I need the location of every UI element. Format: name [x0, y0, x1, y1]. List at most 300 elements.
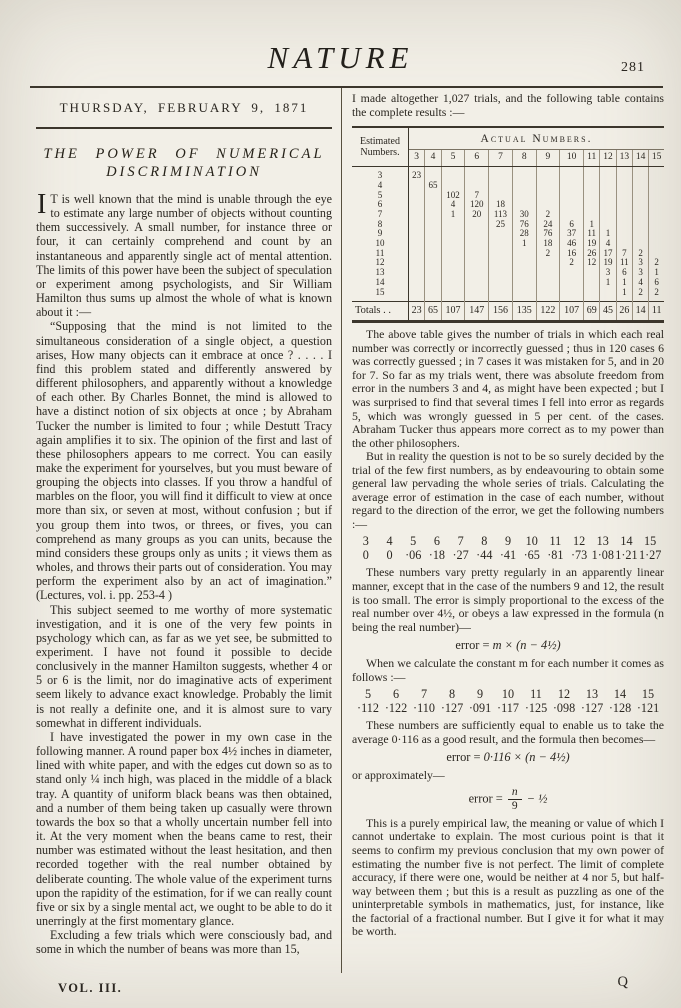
trial-count-cell: [465, 278, 489, 288]
trial-count-cell: [536, 278, 560, 288]
trial-count-cell: [409, 210, 425, 220]
trial-count-cell: [489, 258, 513, 268]
journal-masthead: NATURE: [267, 40, 414, 75]
volume-footer: VOL. III.: [58, 981, 123, 995]
series-number: 13: [585, 687, 599, 702]
trial-count-cell: [425, 167, 441, 181]
article-paragraph: The above table gives the number of trials in which each real number was correctly or incorrectly guessed ; thus in 120 cases 6 was correctly guessed ; in 7 cases it was mistaken for 5, and in 20 for 7. So far as my trials went, there was absolute freedom from error in the numbers 3 and 4, as might have been expected ; but I was surprised to find that several times I fell into error as regards 5, which was wrongly guessed in 5 per cent. of the cases. Abraham Tucker thus appears more correct as to my power than the other philosophers.: [352, 327, 664, 450]
article-paragraph: These numbers vary pretty regularly in an apparently linear manner, except that in the case of the numbers 9 and 12, the result is too small. The error is simply proportional to the excess of the real number over 4½, or obeys a law expressed in the formula (n being the real number)—: [352, 565, 664, 634]
trial-count-cell: 3: [600, 268, 616, 278]
series-value: ·81: [547, 548, 564, 563]
trial-count-cell: 37: [560, 229, 584, 239]
article-paragraph: These numbers are sufficiently equal to enable us to take the average 0·116 as a good result, and the formula then becomes—: [352, 718, 664, 746]
trial-count-cell: [425, 220, 441, 230]
trial-count-cell: [489, 229, 513, 239]
table-row: [352, 167, 664, 181]
trial-count-cell: [465, 167, 489, 181]
trial-count-cell: [632, 229, 648, 239]
left-column: [36, 92, 332, 956]
trial-count-cell: [512, 268, 536, 278]
estimated-number-label: 5: [352, 191, 409, 201]
trial-count-cell: 1: [649, 268, 664, 278]
table-row: [352, 191, 664, 201]
trial-count-cell: [409, 258, 425, 268]
table-row: [352, 268, 664, 278]
trial-count-cell: [584, 167, 600, 181]
trial-count-cell: [489, 278, 513, 288]
trial-count-cell: [600, 288, 616, 302]
fraction-numerator: n: [508, 787, 522, 800]
trial-count-cell: 1: [512, 239, 536, 249]
trial-count-cell: [512, 249, 536, 259]
trial-count-cell: 76: [536, 229, 560, 239]
trial-count-cell: [465, 229, 489, 239]
trial-count-cell: [600, 191, 616, 201]
formula-label: error =: [455, 638, 493, 653]
table-row: [352, 288, 664, 302]
series-number: 5: [410, 534, 417, 549]
article-paragraph: Excluding a few trials which were consciously bad, and some in which the number of beans was more than 15,: [36, 928, 332, 957]
trial-count-cell: [441, 167, 465, 181]
trial-count-cell: [409, 268, 425, 278]
series-number: 8: [448, 687, 456, 702]
series-value: ·127: [580, 701, 604, 716]
estimated-number-label: 15: [352, 288, 409, 302]
trial-count-cell: 7: [616, 249, 632, 259]
series-number: 7: [457, 534, 464, 549]
trial-count-cell: [409, 220, 425, 230]
article-body-left: [36, 189, 332, 957]
total-count-cell: 69: [584, 302, 600, 322]
trial-count-cell: [409, 191, 425, 201]
series-value: ·098: [552, 701, 576, 716]
trial-count-cell: [632, 210, 648, 220]
formula-label: error =: [446, 750, 484, 765]
series-value: ·44: [476, 548, 493, 563]
trial-count-cell: 2: [649, 288, 664, 302]
formula-label: error =: [468, 791, 506, 806]
trial-count-cell: 25: [489, 220, 513, 230]
trial-count-cell: [409, 181, 425, 191]
trial-count-cell: 1: [584, 220, 600, 230]
article-title-line2: DISCRIMINATION: [106, 164, 262, 180]
series-value: ·117: [497, 701, 519, 716]
trial-count-cell: [512, 181, 536, 191]
series-value: ·122: [384, 701, 408, 716]
estimated-number-label: 7: [352, 210, 409, 220]
series-value: ·41: [499, 548, 517, 563]
trial-count-cell: [441, 258, 465, 268]
table-row: [352, 239, 664, 249]
author-signature: Q: [617, 974, 629, 990]
issue-date-heading: THURSDAY, FEBRUARY 9, 1871: [59, 100, 309, 115]
table-column-header: 6: [465, 150, 489, 167]
table-column-header: 13: [616, 150, 632, 167]
series-value: ·121: [636, 701, 660, 716]
estimated-number-label: 10: [352, 239, 409, 249]
trial-count-cell: [465, 239, 489, 249]
trial-count-cell: [441, 229, 465, 239]
series-number: 13: [596, 534, 609, 549]
trial-count-cell: [425, 268, 441, 278]
trial-count-cell: [425, 278, 441, 288]
trial-count-cell: [425, 239, 441, 249]
trial-count-cell: 11: [616, 258, 632, 268]
fraction-denominator: 9: [511, 799, 518, 812]
trial-count-cell: 113: [489, 210, 513, 220]
table-row: [352, 249, 664, 259]
trial-count-cell: 102: [441, 191, 465, 201]
trial-count-cell: [560, 167, 584, 181]
trial-count-cell: [632, 220, 648, 230]
article-paragraph: “Supposing that the mind is not limited to the simultaneous consideration of a single object, a question arises, How many objects can it embrace at once ? . . . . I find this problem stated and differently answered by different philosophers, and apparently without a knowledge of each other. By Charles Bonnet, the mind is allowed to have a distinct notion of six objects at once ; by Abraham Tucker the number is limited to four ; while Destutt Tracy again amplifies it to six. The opinion of the first and last of these philosophers appears to me correct. You can easily make the experiment for yourselves, but you must beware of grouping the objects into classes. If you throw a handful of marbles on the floor, you will find it difficult to view at once more than six, or seven at most, without confusion ; but if you group them into twos, or threes, or fives, you can comprehend as many groups as you can units, because the mind considers these groups only as units ; it views them as wholes, and throws their parts out of consideration. You may perform the experiment also by an act of imagination.” (Lectures, vol. i. pp. 253-4 ): [36, 319, 332, 603]
trial-count-cell: [425, 258, 441, 268]
trial-count-cell: [616, 181, 632, 191]
trial-count-cell: 19: [584, 239, 600, 249]
trial-count-cell: [465, 258, 489, 268]
trial-count-cell: [536, 167, 560, 181]
trial-count-cell: [584, 191, 600, 201]
series-number: 6: [392, 687, 400, 702]
trial-count-cell: [649, 239, 664, 249]
table-column-header: 3: [409, 150, 425, 167]
estimated-number-label: 14: [352, 278, 409, 288]
page-number: 281: [621, 60, 645, 75]
trial-count-cell: 2: [536, 210, 560, 220]
trial-count-cell: [600, 200, 616, 210]
trial-count-cell: 2: [649, 258, 664, 268]
trial-count-cell: [465, 220, 489, 230]
estimated-number-label: 13: [352, 268, 409, 278]
article-title-line1: THE POWER OF NUMERICAL: [43, 146, 325, 162]
series-value: ·110: [413, 701, 435, 716]
trial-count-cell: 26: [584, 249, 600, 259]
trial-count-cell: 23: [409, 167, 425, 181]
table-row: [352, 258, 664, 268]
table-column-header: 15: [649, 150, 664, 167]
trial-count-cell: [512, 288, 536, 302]
trial-count-cell: 6: [616, 268, 632, 278]
total-count-cell: 156: [489, 302, 513, 322]
trial-count-cell: [512, 167, 536, 181]
series-value: 1·08: [591, 548, 614, 563]
trial-count-cell: [616, 210, 632, 220]
trial-count-cell: [465, 249, 489, 259]
series-number: 9: [476, 687, 484, 702]
series-number: 7: [420, 687, 428, 702]
trial-count-cell: [649, 191, 664, 201]
trial-count-cell: [441, 268, 465, 278]
estimated-number-label: 11: [352, 249, 409, 259]
trial-count-cell: 1: [600, 229, 616, 239]
totals-label: Totals . .: [352, 302, 409, 322]
article-paragraph: I T is well known that the mind is unable through the eye to estimate any large number of objects without counting them successively. A small number, for instance three or four, it can certainly comprehend and count by an instantaneous and apparently single act of mental attention. The limits of this power have been the subject of speculation or experiment among psychologists, and Sir William Hamilton thus sums up almost the whole of what is known about it :—: [36, 189, 332, 320]
article-paragraph: This is a purely empirical law, the meaning or value of which I cannot undertake to explain. The most curious point is that it seems to confirm my previous conclusion that my own power of estimating the number five is not perfect. The limit of complete accuracy, if there were one, would be neither at 4 nor 5, but half-way between them ; but this is a result as puzzling as one of the uninterpretable symbols in mathematics, just, for instance, like the factorial of a fractional number. But I give it for what it may be worth.: [352, 815, 664, 939]
estimated-number-label: 8: [352, 220, 409, 230]
table-row: [352, 278, 664, 288]
table-column-header: 8: [512, 150, 536, 167]
trial-count-cell: [600, 210, 616, 220]
trial-count-cell: 1: [600, 278, 616, 288]
trial-count-cell: 3: [632, 258, 648, 268]
table-column-header: 11: [584, 150, 600, 167]
article-paragraph: This subject seemed to me worthy of more systematic investigation, and it is one of the very few points in psychology which can, as far as we yet see, be submitted to experiment. I have not found it possible to decide conclusively in the manner Hamilton suggests, whether 4 or 5 or 6 is the limit, nor do imaginative acts of experiment seem likely to advance exact knowledge. Probably the limit is not really a definite one, and it is almost sure to vary somewhat in different individuals.: [36, 602, 332, 730]
formula: [352, 638, 664, 652]
series-value: ·128: [608, 701, 632, 716]
trial-count-cell: [584, 278, 600, 288]
trial-count-cell: 4: [632, 278, 648, 288]
trial-count-cell: 2: [632, 288, 648, 302]
trial-count-cell: 6: [649, 278, 664, 288]
total-count-cell: 135: [512, 302, 536, 322]
series-number: 15: [641, 687, 655, 702]
trial-count-cell: [425, 200, 441, 210]
series-number: 12: [572, 534, 586, 549]
table-column-header: 5: [441, 150, 465, 167]
trial-count-cell: 12: [584, 258, 600, 268]
formula: [352, 787, 664, 812]
formula-expression: − ½: [523, 791, 548, 806]
trial-count-cell: [632, 167, 648, 181]
article-paragraph: But in reality the question is not to be so surely decided by the trial of the few first numbers, as by endeavouring to obtain some general law pervading the whole series of trials. Calculating the average error of estimation in the case of each number, without regard to the direction of the error, we get the following numbers :—: [352, 449, 664, 531]
trial-count-cell: [632, 191, 648, 201]
trial-count-cell: [441, 239, 465, 249]
table-column-header: 10: [560, 150, 584, 167]
series-value: 0: [386, 548, 393, 563]
trial-count-cell: [616, 167, 632, 181]
total-count-cell: 107: [441, 302, 465, 322]
series-number: 14: [620, 534, 633, 549]
trial-count-cell: 2: [560, 258, 584, 268]
fraction: [508, 787, 522, 812]
trial-count-cell: [616, 191, 632, 201]
table-column-header: 7: [489, 150, 513, 167]
trial-count-cell: [489, 181, 513, 191]
series-number: 3: [362, 534, 369, 549]
trial-count-cell: 120: [465, 200, 489, 210]
trial-count-cell: [560, 181, 584, 191]
results-table-head: [352, 127, 664, 167]
trial-count-cell: [649, 200, 664, 210]
trial-count-cell: 28: [512, 229, 536, 239]
trial-count-cell: [536, 181, 560, 191]
estimated-number-label: 3: [352, 167, 409, 181]
table-row: [352, 229, 664, 239]
trial-count-cell: [512, 258, 536, 268]
series-value: ·06: [405, 548, 422, 563]
formula-expression: m × (n − 4½): [492, 638, 561, 653]
trial-count-cell: [600, 181, 616, 191]
trial-count-cell: [649, 210, 664, 220]
trial-count-cell: [441, 278, 465, 288]
trial-count-cell: [409, 239, 425, 249]
series-value: ·65: [523, 548, 540, 563]
series-number: 10: [525, 534, 538, 549]
trial-count-cell: [425, 191, 441, 201]
trial-count-cell: 17: [600, 249, 616, 259]
number-series: [352, 687, 664, 715]
trial-count-cell: [512, 278, 536, 288]
trial-count-cell: [512, 191, 536, 201]
series-number: 4: [386, 534, 393, 549]
trial-count-cell: [536, 288, 560, 302]
series-value: 1·27: [638, 548, 662, 563]
trial-count-cell: 1: [616, 278, 632, 288]
article-paragraph: or approximately—: [352, 768, 445, 783]
article-body-right: [352, 328, 664, 939]
date-heading-rule: [36, 127, 332, 129]
trial-count-cell: [560, 191, 584, 201]
trial-count-cell: [616, 229, 632, 239]
trial-count-cell: 19: [600, 258, 616, 268]
table-row: [352, 200, 664, 210]
series-value: ·18: [428, 548, 446, 563]
trial-count-cell: [425, 288, 441, 302]
article-paragraph: When we calculate the constant m for each number it comes as follows :—: [352, 656, 664, 684]
number-series: [352, 534, 664, 562]
trial-count-cell: [649, 167, 664, 181]
article-paragraph: I have investigated the power in my own case in the following manner. A round paper box 4½ inches in diameter, lined with white paper, and with the edges cut down so as to stand only ¼ inch high, was placed in the middle of a black tray. A quantity of uniform black beans was then obtained, and a number of them being taken up casually were thrown towards the box so that a wholly uncertain number fell into it. At the very moment when the beans came to rest, their number was estimated without the least hesitation, and then recorded together with the real number obtained by deliberate counting. The whole value of the experiment turns upon the rapidity of the estimation, for if we can really count five or six by a single mental act, we ought to be able to do it unerringly at the first momentary glance.: [36, 729, 332, 928]
total-count-cell: 26: [616, 302, 632, 322]
total-count-cell: 14: [632, 302, 648, 322]
estimated-number-label: 9: [352, 229, 409, 239]
trial-count-cell: [649, 181, 664, 191]
trial-count-cell: [465, 288, 489, 302]
table-row: [352, 181, 664, 191]
series-number: 14: [613, 687, 627, 702]
series-value: ·091: [468, 701, 492, 716]
trial-count-cell: 1: [441, 210, 465, 220]
series-number: 15: [644, 534, 657, 549]
trial-count-cell: [441, 249, 465, 259]
trial-count-cell: [465, 268, 489, 278]
series-number: 11: [549, 534, 562, 549]
total-count-cell: 147: [465, 302, 489, 322]
series-value: 1·21: [615, 548, 638, 563]
trial-count-cell: [649, 220, 664, 230]
trial-count-cell: 7: [465, 191, 489, 201]
trial-count-cell: 1: [616, 288, 632, 302]
series-number: 10: [501, 687, 515, 702]
trial-count-cell: [425, 249, 441, 259]
trial-count-cell: [441, 220, 465, 230]
trial-count-cell: [425, 229, 441, 239]
table-row: [352, 210, 664, 220]
trial-count-cell: [409, 278, 425, 288]
trial-count-cell: 4: [441, 200, 465, 210]
trial-count-cell: [409, 229, 425, 239]
series-number: 9: [504, 534, 512, 549]
series-value: 0: [362, 548, 369, 563]
total-count-cell: 122: [536, 302, 560, 322]
trial-count-cell: [536, 191, 560, 201]
table-column-header: 12: [600, 150, 616, 167]
totals-row: [352, 302, 664, 322]
series-number: 5: [364, 687, 372, 702]
trial-count-cell: 18: [489, 200, 513, 210]
total-count-cell: 107: [560, 302, 584, 322]
trial-count-cell: [536, 258, 560, 268]
table-row: [352, 220, 664, 230]
total-count-cell: 23: [409, 302, 425, 322]
total-count-cell: 65: [425, 302, 441, 322]
trial-count-cell: [409, 249, 425, 259]
trial-count-cell: [584, 200, 600, 210]
trial-count-cell: 16: [560, 249, 584, 259]
dropcap-letter: I: [37, 189, 47, 220]
series-number: 12: [557, 687, 571, 702]
table-column-header: 4: [425, 150, 441, 167]
trial-count-cell: [632, 181, 648, 191]
trial-count-cell: 30: [512, 210, 536, 220]
results-table: [352, 126, 664, 323]
estimated-number-label: 12: [352, 258, 409, 268]
trial-count-cell: 24: [536, 220, 560, 230]
trial-count-cell: [560, 200, 584, 210]
estimated-number-label: 4: [352, 181, 409, 191]
trial-count-cell: 46: [560, 239, 584, 249]
trial-count-cell: [425, 210, 441, 220]
trial-count-cell: [536, 268, 560, 278]
series-value: ·125: [524, 701, 548, 716]
series-value: ·73: [570, 548, 588, 563]
header-rule: [30, 86, 663, 88]
table-corner-label: Estimated Numbers.: [352, 127, 409, 167]
trial-count-cell: 65: [425, 181, 441, 191]
trial-count-cell: [649, 229, 664, 239]
series-value: ·127: [440, 701, 464, 716]
trial-count-cell: 4: [600, 239, 616, 249]
total-count-cell: 45: [600, 302, 616, 322]
trial-count-cell: [616, 220, 632, 230]
trial-count-cell: [489, 239, 513, 249]
trial-count-cell: [584, 288, 600, 302]
trial-count-cell: [632, 200, 648, 210]
trial-count-cell: 6: [560, 220, 584, 230]
trial-count-cell: 20: [465, 210, 489, 220]
trial-count-cell: [616, 200, 632, 210]
trial-count-cell: 2: [632, 249, 648, 259]
trial-count-cell: [560, 278, 584, 288]
trial-count-cell: [560, 288, 584, 302]
trial-count-cell: 18: [536, 239, 560, 249]
table-span-label: Actual Numbers.: [409, 127, 665, 150]
trial-count-cell: [441, 288, 465, 302]
total-count-cell: 11: [649, 302, 664, 322]
column-divider: [341, 88, 342, 973]
formula: [352, 750, 664, 764]
trial-count-cell: 2: [536, 249, 560, 259]
series-number: 8: [481, 534, 488, 549]
trial-count-cell: [489, 249, 513, 259]
trial-count-cell: [600, 167, 616, 181]
series-number: 11: [530, 687, 542, 702]
table-column-header: 9: [536, 150, 560, 167]
trial-count-cell: [409, 288, 425, 302]
trial-count-cell: [409, 200, 425, 210]
trial-count-cell: 11: [584, 229, 600, 239]
series-number: 6: [433, 534, 440, 549]
trial-count-cell: [489, 288, 513, 302]
intro-paragraph: I made altogether 1,027 trials, and the following table contains the complete results :—: [352, 91, 664, 119]
trial-count-cell: 76: [512, 220, 536, 230]
series-value: ·112: [357, 701, 379, 716]
article-title: [36, 145, 332, 181]
estimated-number-label: 6: [352, 200, 409, 210]
table-column-header: 14: [632, 150, 648, 167]
trial-count-cell: 3: [632, 268, 648, 278]
formula-expression: 0·116 × (n − 4½): [483, 750, 570, 765]
